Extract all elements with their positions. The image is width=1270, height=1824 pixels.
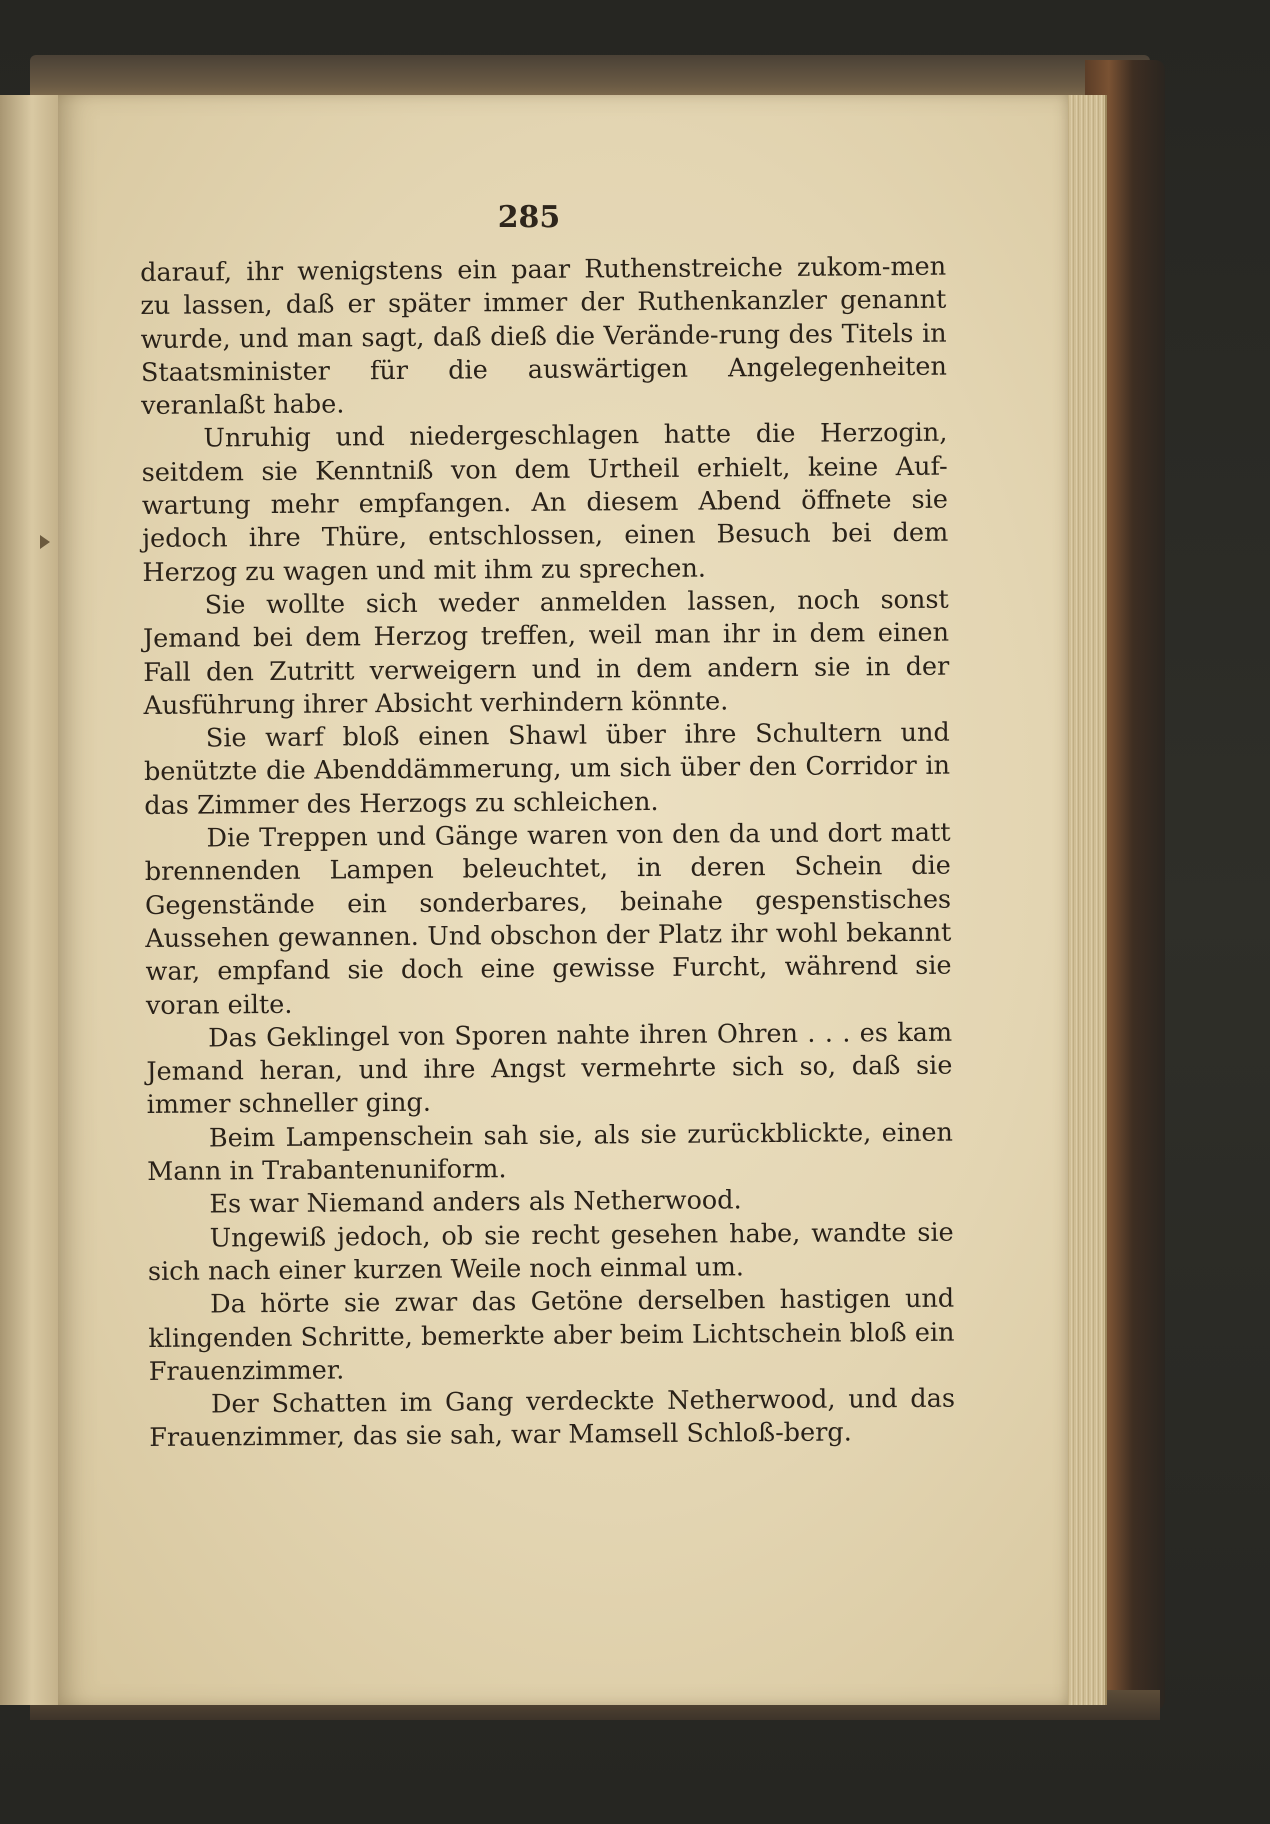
paragraph: Beim Lampenschein sah sie, als sie zurückblickte, einen Mann in Trabantenuniform. [147,1117,954,1187]
paragraph: darauf, ihr wenigstens ein paar Ruthenstreiche zukom-men zu lassen, daß er später immer der Ruthenkanzler genannt wurde, und man sagt, daß dieß die Verände-rung des Titels in Staatsminister für die auswärtigen Angelegenheiten veranlaßt habe. [140,251,948,422]
paragraph: Unruhig und niedergeschlagen hatte die Herzogin, seitdem sie Kenntniß von dem Urtheil erhielt, keine Auf-wartung mehr empfangen. An diesem Abend öffnete sie jedoch ihre Thüre, entschlossen, einen Besuch bei dem Herzog zu wagen und mit ihm zu sprechen. [141,418,949,588]
paragraph: Sie warf bloß einen Shawl über ihre Schultern und benützte die Abenddämmerung, um sich über den Corridor in das Zimmer des Herzogs zu schleichen. [143,717,951,821]
paragraph: Da hörte sie zwar das Getöne derselben hastigen und klingenden Schritte, bemerkte aber beim Lichtschein bloß ein Frauenzimmer. [148,1283,955,1387]
page-marker-icon [40,535,50,549]
page-number: 285 [497,200,561,235]
paragraph: Es war Niemand anders als Netherwood. [209,1185,742,1220]
paragraph: Der Schatten im Gang verdeckte Netherwood, und das Frauenzimmer, das sie sah, war Mamsell Schloß-berg. [149,1383,956,1454]
paragraph: Das Geklingel von Sporen nahte ihren Ohren . . . es kam Jemand heran, und ihre Angst vermehrte sich so, daß sie immer schneller ging. [146,1017,953,1121]
previous-page-edge [0,95,60,1705]
page-body-text [140,251,955,1456]
paragraph: Ungewiß jedoch, ob sie recht gesehen habe, wandte sie sich nach einer kurzen Weile noch einmal um. [147,1217,954,1287]
page-stack-edges [1065,95,1107,1705]
paragraph: Die Treppen und Gänge waren von den da und dort matt brennenden Lampen beleuchtet, in deren Schein die Gegenstände ein sonderbares, beinahe gespenstisches Aussehen gewannen. Und obschon der Platz ihr wohl bekannt war, empfand sie doch eine gewisse Furcht, während sie voran eilte. [144,817,952,1021]
book-page [58,95,1068,1705]
paragraph: Sie wollte sich weder anmelden lassen, noch sonst Jemand bei dem Herzog treffen, weil man ihr in dem einen Fall den Zutritt verweigern und in dem andern sie in der Ausführung ihrer Absicht verhindern könnte. [142,584,950,721]
